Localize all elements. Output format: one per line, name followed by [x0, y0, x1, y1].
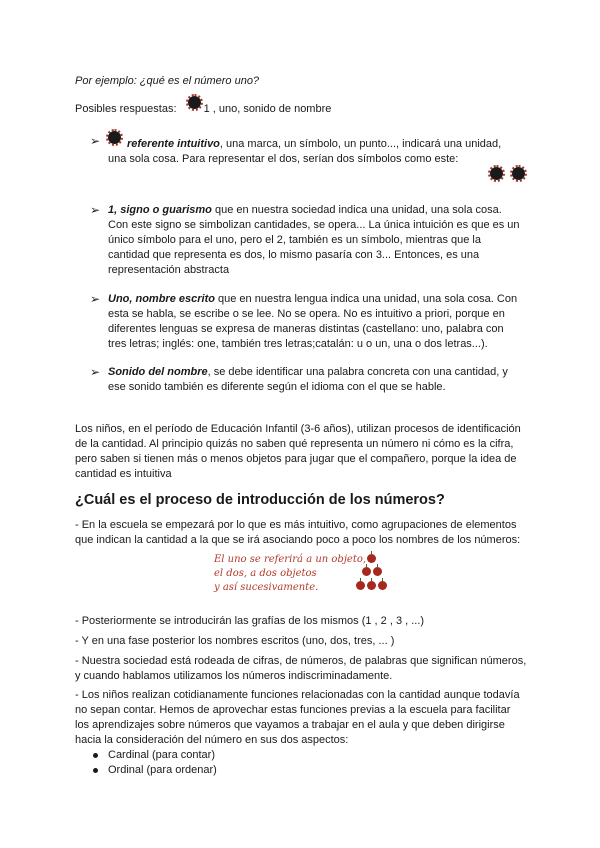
- example-title: Por ejemplo: ¿qué es el número uno?: [75, 75, 260, 87]
- aspects-list: [90, 748, 217, 778]
- arrow-bullet-icon: ➢: [90, 134, 101, 148]
- paragraph-line: de la cantidad. Al principio quizás no saben qué representa un número ni cómo es la cifra,: [75, 438, 514, 450]
- item-text-line: , una marca, un símbolo, un punto..., indicará una unidad,: [219, 138, 502, 150]
- arrow-bullet-icon: ➢: [90, 292, 101, 306]
- step: [75, 688, 550, 748]
- apple-icon: [367, 581, 376, 590]
- list-item: [108, 203, 538, 278]
- item-term: referente intuitivo: [127, 138, 220, 150]
- dot-symbol-icon: [108, 131, 121, 144]
- item-term: Sonido del nombre: [108, 366, 208, 378]
- item-text-line: ese sonido también es diferente según el idioma con el que se hable.: [108, 381, 446, 393]
- apple-icon: [373, 567, 382, 576]
- apple-icon: [356, 581, 365, 590]
- paragraph-line: no sepan contar. Hemos de aprovechar estas funciones previas a la escuela para facilitar: [75, 704, 511, 716]
- arrow-bullet-icon: ➢: [90, 203, 101, 217]
- apples-illustration: [352, 550, 392, 595]
- apple-icon: [362, 567, 371, 576]
- paragraph-line: - Los niños realizan cotidianamente funciones relacionadas con la cantidad aunque todavía: [75, 689, 520, 701]
- possible-answers-list: 1 , uno, sonido de nombre: [203, 103, 332, 115]
- list-item: Ordinal (para ordenar): [90, 763, 217, 778]
- step: [75, 634, 550, 649]
- paragraph-line: que indican la cantidad a la que se irá asociando poco a poco los nombres de los números:: [75, 534, 521, 546]
- item-text-line: representación abstracta: [108, 264, 230, 276]
- paragraph-line: cantidad es intuitiva: [75, 468, 172, 480]
- item-text-line: , se debe identificar una palabra concreta con una cantidad, y: [207, 366, 508, 378]
- step: [75, 614, 550, 629]
- paragraph-line: y cuando hablamos utilizamos los números indiscriminadamente.: [75, 670, 393, 682]
- handwritten-line: y así sucesivamente.: [214, 582, 319, 593]
- intro-paragraph: [75, 422, 535, 482]
- dot-symbol-icon: [490, 167, 503, 180]
- handwritten-line: El uno se referirá a un objeto,: [214, 554, 367, 565]
- item-text-line: único símbolo para el uno, pero el 2, también es un símbolo, mientras que la: [108, 234, 481, 246]
- item-text-line: que en nuestra sociedad indica una unidad, una sola cosa.: [211, 204, 502, 216]
- list-item: [108, 131, 538, 167]
- dot-symbol-icon: [188, 96, 201, 109]
- list-item: Cardinal (para contar): [90, 748, 217, 763]
- item-text-line: cantidad que representa es dos, lo mismo pasaría con 3... Entonces, es una: [108, 249, 480, 261]
- paragraph-line: - Y en una fase posterior los nombres escritos (uno, dos, tres, ... ): [75, 635, 395, 647]
- arrow-bullet-icon: ➢: [90, 365, 101, 379]
- paragraph-line: - Nuestra sociedad está rodeada de cifras, de números, de palabras que significan números,: [75, 655, 527, 667]
- item-text-line: tres letras; inglés: one, también tres letras;catalán: u o un, una o dos letras...).: [108, 338, 488, 350]
- paragraph-line: - Posteriormente se introducirán las grafías de los mismos (1 , 2 , 3 , ...): [75, 615, 425, 627]
- section-heading: ¿Cuál es el proceso de introducción de los números?: [75, 492, 445, 508]
- item-text-line: una sola cosa. Para representar el dos, serían dos símbolos como este:: [108, 153, 459, 165]
- possible-answers: [75, 96, 331, 117]
- list-item: [108, 292, 538, 352]
- list-item: [108, 365, 538, 395]
- item-term: Uno, nombre escrito: [108, 293, 215, 305]
- paragraph-line: Los niños, en el período de Educación Infantil (3-6 años), utilizan procesos de identificación: [75, 423, 521, 435]
- two-dots-illustration: [490, 167, 525, 184]
- possible-answers-label: Posibles respuestas:: [75, 103, 177, 115]
- dot-symbol-icon: [512, 167, 525, 180]
- item-text-line: diferentes lenguas se expresa de maneras distintas (castellano: uno, palabra con: [108, 323, 504, 335]
- paragraph-line: hacia la consideración del número en sus dos aspectos:: [75, 734, 349, 746]
- apple-icon: [378, 581, 387, 590]
- paragraph-line: pero saben si tienen más o menos objetos para jugar que el compañero, porque la idea de: [75, 453, 517, 465]
- step: [75, 654, 550, 684]
- item-term: 1, signo o guarismo: [108, 204, 212, 216]
- handwritten-note: [214, 553, 366, 595]
- item-text-line: Con este signo se simbolizan cantidades, se opera... La única intuición es que es un: [108, 219, 520, 231]
- handwritten-line: el dos, a dos objetos: [214, 568, 317, 579]
- paragraph-line: - En la escuela se empezará por lo que es más intuitivo, como agrupaciones de elementos: [75, 519, 517, 531]
- process-intro: [75, 518, 545, 548]
- item-text-line: esta se habla, se escribe o se lee. No se opera. No es intuitivo a priori, porque en: [108, 308, 505, 320]
- paragraph-line: los aprendizajes sobre números que vayamos a trabajar en el aula y que deben dirigirse: [75, 719, 505, 731]
- apple-icon: [367, 554, 376, 563]
- item-text-line: que en nuestra lengua indica una unidad, una sola cosa. Con: [214, 293, 518, 305]
